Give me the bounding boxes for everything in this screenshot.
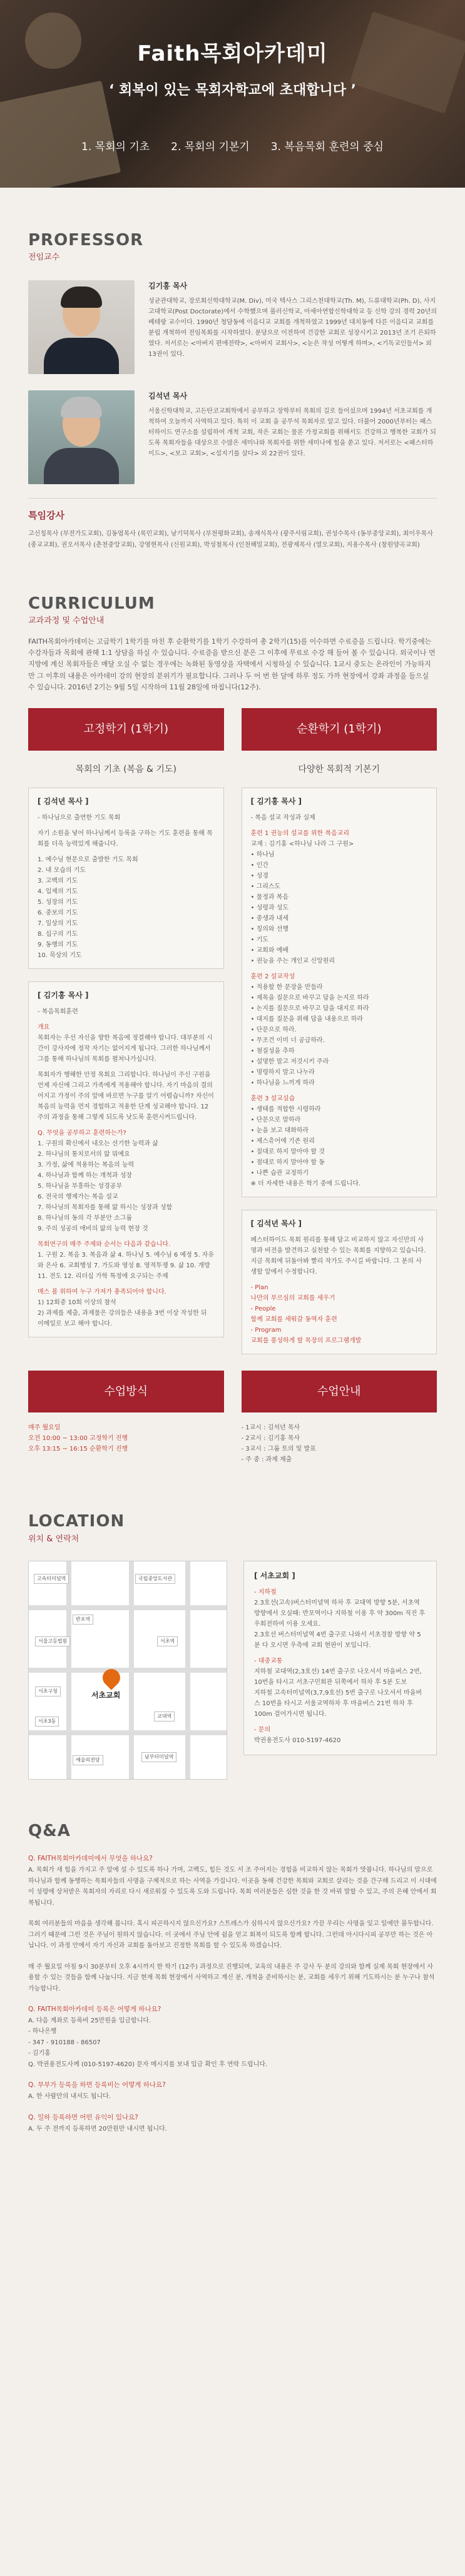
course-item: 2. 하나님의 통치로서의 앎 뭐예요: [38, 1150, 130, 1158]
course-item: - Plan 나만의 부르심의 교회를 세우기: [250, 1284, 335, 1302]
course-item: • 나쁜 습관 교정하기: [250, 1170, 309, 1177]
semester-header: 고정학기 (1학기): [28, 708, 224, 751]
course-item: 6. 전국의 행제가는 복음 설교: [38, 1193, 118, 1200]
course-desc: 자기 소원을 넣어 하나님께서 등록을 구하는 기도 훈련을 통해 목회를 더욱 능력있게 해줍니다.: [38, 830, 213, 848]
course-item: • 성경: [250, 873, 268, 880]
hero-menu-item[interactable]: 3. 복음목회 훈련의 중심: [270, 141, 384, 153]
section-title: Q&A: [28, 1821, 71, 1840]
course-item: • 생태를 적합한 시령하라: [250, 1106, 321, 1113]
method-line: 오후 13:15 ~ 16:15 순환학기 진행: [28, 1446, 128, 1453]
course-item: 10. 묵상의 기도: [38, 952, 82, 959]
course-item: • 논지를 질문으로 바꾸고 답을 대지로 하라: [250, 1005, 369, 1012]
qa-item: [28, 1853, 437, 1909]
course-item: • 눈을 보고 대화하라: [250, 1127, 309, 1134]
course-item: 6. 중보의 기도: [38, 910, 78, 916]
qa-item: [28, 1962, 437, 1995]
course-label: 훈련 1 권능의 설교를 위한 복음교리: [250, 830, 349, 837]
course-item: 8. 십구의 기도: [38, 931, 78, 938]
qa-section: [0, 1780, 465, 2134]
course-item: 3. 고백의 기도: [38, 878, 78, 885]
lecturer-title: [ 김기홍 목사 ]: [250, 797, 302, 806]
hero-banner: [0, 0, 465, 188]
map-label: 서울고등법원: [35, 1636, 70, 1646]
course-item: 9. 동행의 기도: [38, 941, 78, 948]
location-section: [0, 1465, 465, 1779]
course-question: Q. 무엇을 공부하고 훈련하는가?: [38, 1129, 126, 1137]
course-item: • 성령과 성도: [250, 905, 289, 911]
lecturer-box: [28, 788, 224, 969]
location-text: 2.3호선(고속)버스터미널역 하차 후 교대역 방향 5분, 서초역 방향에서 오실때: 반포역이나 지하철 이용 후 약 300m 직진 후 우회전하여 이용 오세요.: [254, 1599, 426, 1628]
location-text: 지하철 고속터미널역(3,7,9호선) 5번 출구로 나오셔서 마을버스 10번을 타시고 서울교역하차 후 마을버스 21번 하차 후 100m 걸어가시면 됩니다.: [254, 1689, 422, 1718]
professor-bio: 서울신학대학교, 고든탄코교회학에서 공부하고 장학부터 목회의 길로 들어섰으며 1994년 서초교회를 개척하여 오늘까지 사역하고 있다. 특히 이 교회 을 공무석 목회자로 알고 있다. 더불어 2000년부터는 패스터하이드 연구소를 설립하여 개척 교회, 작은 교회는 물론 가정교회를 위해서도 건강하고 행복한 교회가 되도록 목회자들을 대상으로 수많은 세미나와 목회자를 위한 세미나에 힘을 쏟고 있다. 저서로는 <패스터하이드>, <보고 교회>, <섭지기를 살다> 외 22권이 있다.: [148, 408, 436, 458]
map-label: 반포역: [73, 1615, 93, 1625]
section-title: CURRICULUM: [28, 594, 155, 613]
course-desc: 1. 구원 2. 복음 3. 복음과 삶 4. 하나님 5. 예수님 6 예정 5. 자유와 은사 6. 교회행성 7. 가도와 영성 8. 영적투쟁 9. 삶 10. 개방 11. 전도 12. 리더십 가학 특정에 요구되는 주제: [38, 1251, 214, 1280]
course-item: 8. 하나님의 동의 각 부분안 소그룹: [38, 1214, 133, 1222]
curriculum-section: [0, 551, 465, 1466]
course-item: • 권능을 주는 개인교 신앙원리: [250, 958, 335, 965]
course-item: • 무조건 이미 너 공급하라.: [250, 1037, 325, 1044]
course-label: 훈련 3 설교실습: [250, 1095, 295, 1102]
course-item: - People 함께 교회를 세워갈 동역자 훈련: [250, 1305, 337, 1323]
contact-text: 박권용전도사 010-5197-4620: [254, 1737, 341, 1744]
course-item: • 대지를 질문을 위해 답을 내용으로 하라: [250, 1016, 364, 1023]
curriculum-intro: FAITH목회아카데미는 고급학기 1학기를 마친 후 순환학기를 1학기 수강하여 총 2학기(15)를 이수하면 수료증을 드립니다. 학기중에는 수강자들과 목회에 관해 1:1 상담을 하실 수 있습니다. 수료증을 받으신 분은 그 이후에 무료로 수강 해 들어 볼 수 있습니다. 외국이나 먼 지방에 계신 목회자들은 매달 오실 수 없는 경우에는 녹화된 동영상을 자택에서 시청하실 수 있습니다. 1교시 중도는 온라인이 가능하지만 그 이후의 내용은 아카데미 강의 현장의 분위기가 필요합니다. 그러나 두 어 번 한 달에 하루 정도 가까 현장에서 강좌 과정을 들으실 수 있습니다. 2016년 2기는 9월 5일 시작하여 11월 28일에 마칩니다(12주).: [28, 637, 436, 691]
professor-name: 김석년 목사: [148, 392, 188, 401]
hero-menu-item[interactable]: 2. 목회의 기본기: [171, 141, 250, 153]
qa-item: [28, 1919, 437, 1952]
qa-answer: A. 두 주 전까지 등록하면 20만원만 내시면 됩니다.: [28, 2125, 167, 2132]
course-item: • 제스츄어에 기존 원리: [250, 1138, 315, 1145]
qa-question: Q. FAITH목회아카데미에서 무엇을 하나요?: [28, 1855, 153, 1863]
method-header: 수업방식: [28, 1371, 224, 1413]
lecturer-box: [28, 981, 224, 1337]
course-item: 2) 과제를 제출, 과제물은 강의들은 내용을 3번 이상 작성한 뒤 이메일로 보고 해야 합니다.: [38, 1309, 207, 1327]
course-desc: 목회자가 행해한 안정 목회요 그리합니다. 하나님이 주신 구원을 언제 자신에 그리고 가족에게 적용해야 합니다. 자기 마음의 결의 어지고 가정이 주의 앞에 바로면 누구를 알기 어렵습니까? 자신이 복음의 능력을 먼저 경험하고 적용한 단계 성교해야 합니다. 12주의 과정을 통해 그렇게 되도록 낫도록 훈련시켜드립니다.: [38, 1071, 214, 1121]
lecturer-title: [ 김기홍 목사 ]: [38, 991, 89, 1000]
course-item: 3. 가정, 삶에 적용하는 복음의 능력: [38, 1161, 135, 1169]
divider: [28, 498, 437, 499]
map-label: 고속터미널역: [34, 1574, 69, 1584]
course-intro: - 하나님으로 출연한 기도 목회: [38, 814, 121, 821]
hero-menu: [0, 139, 465, 155]
course-item: 7. 일상의 기도: [38, 920, 78, 927]
professor-photo: [28, 390, 135, 484]
semester-column: [242, 708, 437, 1367]
hero-menu-item[interactable]: 1. 목회의 기초: [81, 141, 150, 153]
course-intro: - 복음목회훈련: [38, 1008, 78, 1015]
course-item: • 제목을 질문으로 바꾸고 답을 논지로 하라: [250, 995, 369, 1001]
notice-line: - 주 중 : 과제 제출: [241, 1456, 292, 1464]
course-item: 1. 예수님 현문으로 출발한 기도 목회: [38, 856, 138, 863]
qa-answer: A. 다음 계좌로 등록비 25만원을 입금합니다. - 하나은행 - 347 - 910188 - 86507 - 김기홍 Q. 박권용전도사께 (010-5197-4620) 문자 메시지를 보내 입금 확인 후 연락 드립니다.: [28, 2017, 268, 2068]
course-desc: 페스터하이드 목회 원리를 통해 담고 비교하지 않고 자신만의 사명과 비전을 발견하고 실천할 수 있는 목회를 지향하고 있습니다. 지금 목회에 뒤돌아봐 빨리 작가도 주시길 바랍니다. 그 분의 사생할 앞에서 수정합니다.: [250, 1236, 426, 1275]
course-item: • 단문으로 하라.: [250, 1027, 297, 1033]
special-lecturers-list: 고신칭목사 (부전가도교회), 김동엽목사 (목민교회), 남기덕목사 (부천평화교회), 송재식목사 (광주서림교회), 권성수목사 (동부중앙교회), 최이우목사 (종교교회), 권오서목사 (춘천중앙교회), 강영현목사 (신원교회), 박성철목사 (인천해밀교회), 전광제목사 (열오교회), 지용수목사 (창원양곡교회): [28, 530, 433, 549]
course-item: • 하나님을 느끼게 하라: [250, 1080, 315, 1087]
course-item: • 하나님: [250, 851, 275, 858]
map-label: 국립중앙도서관: [135, 1574, 175, 1584]
map-label: 교대역: [154, 1711, 175, 1722]
course-item: 4. 입제의 기도: [38, 888, 78, 895]
location-text: 지하철 교대역(2,3호선) 14번 출구로 나오셔서 마을버스 2번, 10번을 타시고 서초구민회관 뒤쪽에서 하차 후 5분 도보: [254, 1668, 422, 1686]
qa-answer: A. 한 사람만의 내셔도 됩니다.: [28, 2093, 111, 2101]
professor-section: [0, 188, 465, 551]
course-item: • 칭의와 선행: [250, 926, 289, 933]
professor-bio: 성균관대학교, 장로회신학대학교(M. Div), 미국 텍사스 그리스천대학교(Th. M), 드류대학교(Ph. D), 사지고대학교(Post Doctorate)에서 수학했으며 풀러신학교, 아세아연합신학대학교 등 신학 강의 경력 20년의 베테랑 교수이다. 1990년 청담동에 이음디교 교회를 개척하였고 1999년 대치동에 다른 이음디교 교회를 분립 개척하여 전임목회를 시작하였다. 분당으로 이전하여 건강한 교회로 성장시키고 2013년 조기 은퇴하였다. 저서로는 <아버지 편애전략>, <아버지 교회사>, <눈은 작성 어떻게 하며>, <기독교인들서> 외 13권이 있다.: [148, 298, 437, 358]
lecturer-box: [242, 1210, 437, 1354]
semester-course: 다양한 목회적 기본기: [298, 764, 381, 774]
qa-answer: A. 목회가 새 힘을 가지고 주 앞에 설 수 있도록 하나 가며, 고백도, 힘든 것도 서 조 주어지는 경험을 비교하지 않는 목회가 맛봅니다. 하나님의 말으로 하나님과 함께 동행하는 목회자들의 사명을 구체적으로 하는 사역을 가집니다. 이곳을 동해 건강한 목회와 교회로 살리는 것을 간구해 드리고 이 시대에 이 성령에 상처받은 목회자의 자리로 다시 새로워질 수 있도록 도와 드립니다. 목회 여러분들은 심한 것을 한 것 바꿔 말할 수 있고, 주의 은혜 안에서 회복됩니다.: [28, 1867, 437, 1907]
course-item: 1) 12회중 10회 이상의 참석: [38, 1299, 116, 1306]
section-subtitle: 전임교수: [28, 253, 60, 263]
notice-column: [242, 1371, 437, 1466]
lecturer-title: [ 김석년 목사 ]: [38, 797, 89, 806]
course-item: • 명령하지 말고 나누라: [250, 1069, 315, 1076]
qa-question: Q. 부부가 등록을 하면 등록비는 어떻게 하나요?: [28, 2081, 166, 2089]
location-label: - 문의: [254, 1726, 271, 1733]
map-label: 남부터미널역: [141, 1752, 176, 1762]
course-item: - Program 교회를 풍성하게 할 목장의 프로그램개발: [250, 1326, 362, 1344]
semester-course: 목회의 기초 (복음 & 기도): [75, 764, 176, 774]
section-subtitle: 교과과정 및 수업안내: [28, 616, 105, 626]
section-title: LOCATION: [28, 1512, 125, 1531]
map-label: 서초구청: [35, 1686, 61, 1696]
course-desc: 목회자는 우선 자신을 향한 복음에 정결해야 합니다. 대부분의 시간이 강사자에 정작 자기는 없어지게 됩니다. 그러한 하나님께서 그를 통해 하나님의 목회를 펼쳐나가십니다.: [38, 1034, 213, 1063]
qa-question: Q. 일하 등록하면 어떤 유익이 있나요?: [28, 2113, 138, 2121]
course-item: • 기도: [250, 936, 268, 943]
course-item: 7. 하나님의 목회자를 통해 앎 하시는 성장과 성함: [38, 1204, 173, 1211]
lecturer-title: [ 김석년 목사 ]: [250, 1219, 302, 1228]
course-item: • 적용할 한 문장을 만들라: [250, 984, 323, 991]
professor-card: [28, 280, 437, 374]
qa-item: [28, 2080, 437, 2102]
section-title: PROFESSOR: [28, 231, 144, 250]
location-label: - 지하철: [254, 1588, 277, 1596]
class-info: [28, 1371, 437, 1466]
course-item: 2. 내 모습의 기도: [38, 867, 86, 874]
semesters: [28, 708, 437, 1367]
course-intro: - 복음 설교 작성과 실제: [250, 814, 315, 821]
map-label: 서초역: [157, 1636, 178, 1646]
course-item: • 교회와 예배: [250, 947, 289, 954]
professor-photo: [28, 280, 135, 374]
course-item: • 질대로 하지 말아야 할 것: [250, 1149, 325, 1155]
location-map[interactable]: [28, 1561, 227, 1780]
course-label: 매스 볼 위하여 누구 가져가 총족되어야 합니다.: [38, 1288, 166, 1296]
course-item: 5. 성장의 기도: [38, 899, 78, 906]
course-item: 4. 하나님과 함께 하는 개척과 성장: [38, 1172, 133, 1179]
special-lecturers-title: 특임강사: [28, 510, 64, 522]
hero-subtitle: ‘ 회복이 있는 목회자학교에 초대합니다 ’: [108, 83, 357, 98]
course-item: 9. 주의 성공의 애비의 앎의 능력 현장 것: [38, 1225, 148, 1232]
method-column: [28, 1371, 224, 1466]
course-label: 훈련 2 설교작성: [250, 973, 295, 980]
course-item: • 인간: [250, 862, 268, 869]
lecturer-box: [242, 788, 437, 1197]
course-item: • 물정과 복음: [250, 894, 289, 901]
course-label: 개요: [38, 1023, 50, 1031]
professor-card: [28, 390, 437, 484]
qa-answer: 목회 여러분들의 마음을 생각해 봅니다. 혹시 피곤하시지 않으신가요? 스트레스가 심하시지 않으신가요? 가끔 우리는 사명을 잊고 일에만 몰두합니다. 그러기 때문에 그런 것은 주님이 원하지 않습니다. 이 곳에서 주님 안에 쉼을 얻고 회복이 되도록 함께 합니다. 그런데 아시다시피 공부만 하는 것은 아닙니다. 이 과정 안에서 자기 자신과 교회를 돌아보고 진정한 목회를 할 수 있도록 하겠습니다.: [28, 1920, 434, 1950]
course-item: • 설명한 말고 저것시키 주라: [250, 1058, 329, 1065]
location-text: 2.3호선 버스터미널역 4번 출구로 나와서 서초경찰 방향 약 5분 다 오시면 우측에 교회 현판이 보입니다.: [254, 1631, 421, 1649]
semester-header: 순환학기 (1학기): [242, 708, 437, 751]
course-item: • 절대로 하지 말아야 할 동: [250, 1159, 325, 1166]
notice-line: - 3교시 : 그룹 토의 및 발표: [241, 1446, 316, 1453]
professor-name: 김기홍 목사: [148, 281, 188, 291]
course-item: ※ 더 자세한 내용은 학기 중에 드립니다.: [250, 1180, 361, 1187]
course-desc: 교재 : 김기홍 <하나님 나라 그 구원>: [250, 841, 354, 848]
map-church-label: 서초교회: [91, 1690, 121, 1700]
qa-item: [28, 2004, 437, 2070]
hero-title: Faith목회아카데미: [137, 41, 328, 66]
qa-answer: 매 주 월요일 아침 9시 30분부터 오후 4시까지 한 학기 (12주) 과정으로 진행되며, 교육의 내용은 주 강사 두 분의 강의와 함께 실제 목회 현장에서 사용할 수 있는 것들을 함께 나눕니다. 지금 현재 목회 현장에서 사역하고 계신 분, 개척을 준비하시는 분, 교회를 세우기 위해 기도하시는 분 누구나 참석 가능합니다.: [28, 1963, 435, 1992]
course-item: 5. 하나님을 부흥하는 성경공부: [38, 1182, 122, 1190]
location-label: - 대중교통: [254, 1657, 283, 1665]
course-item: • 단문으로 말하라: [250, 1117, 301, 1123]
method-line: 매주 월요일: [28, 1424, 61, 1432]
course-item: • 그리스도: [250, 883, 281, 890]
location-info-box: [243, 1561, 437, 1755]
method-line: 오전 10:00 ~ 13:00 고정학기 진행: [28, 1435, 128, 1443]
course-item: • 첨질성을 추하: [250, 1048, 295, 1055]
qa-item: [28, 2112, 437, 2134]
section-subtitle: 위치 & 연락처: [28, 1534, 79, 1544]
map-label: 예술의전당: [73, 1755, 103, 1765]
location-info-title: [ 서초교회 ]: [254, 1571, 295, 1580]
course-item: • 중생과 내세: [250, 915, 289, 922]
semester-column: [28, 708, 224, 1367]
course-label: 목회연구의 매주 주제와 순서는 다음과 같습니다.: [38, 1240, 171, 1248]
course-item: 1. 구원의 확신에서 내오는 선기한 능력과 삶: [38, 1140, 158, 1147]
qa-question: Q. FAITH목회아카데미 등록은 어떻게 하나요?: [28, 2006, 161, 2014]
notice-line: - 2교시 : 김기홍 목사: [241, 1435, 300, 1443]
map-label: 서초3동: [35, 1716, 59, 1727]
notice-header: 수업안내: [242, 1371, 437, 1413]
notice-line: - 1교시 : 김석년 목사: [241, 1424, 300, 1432]
